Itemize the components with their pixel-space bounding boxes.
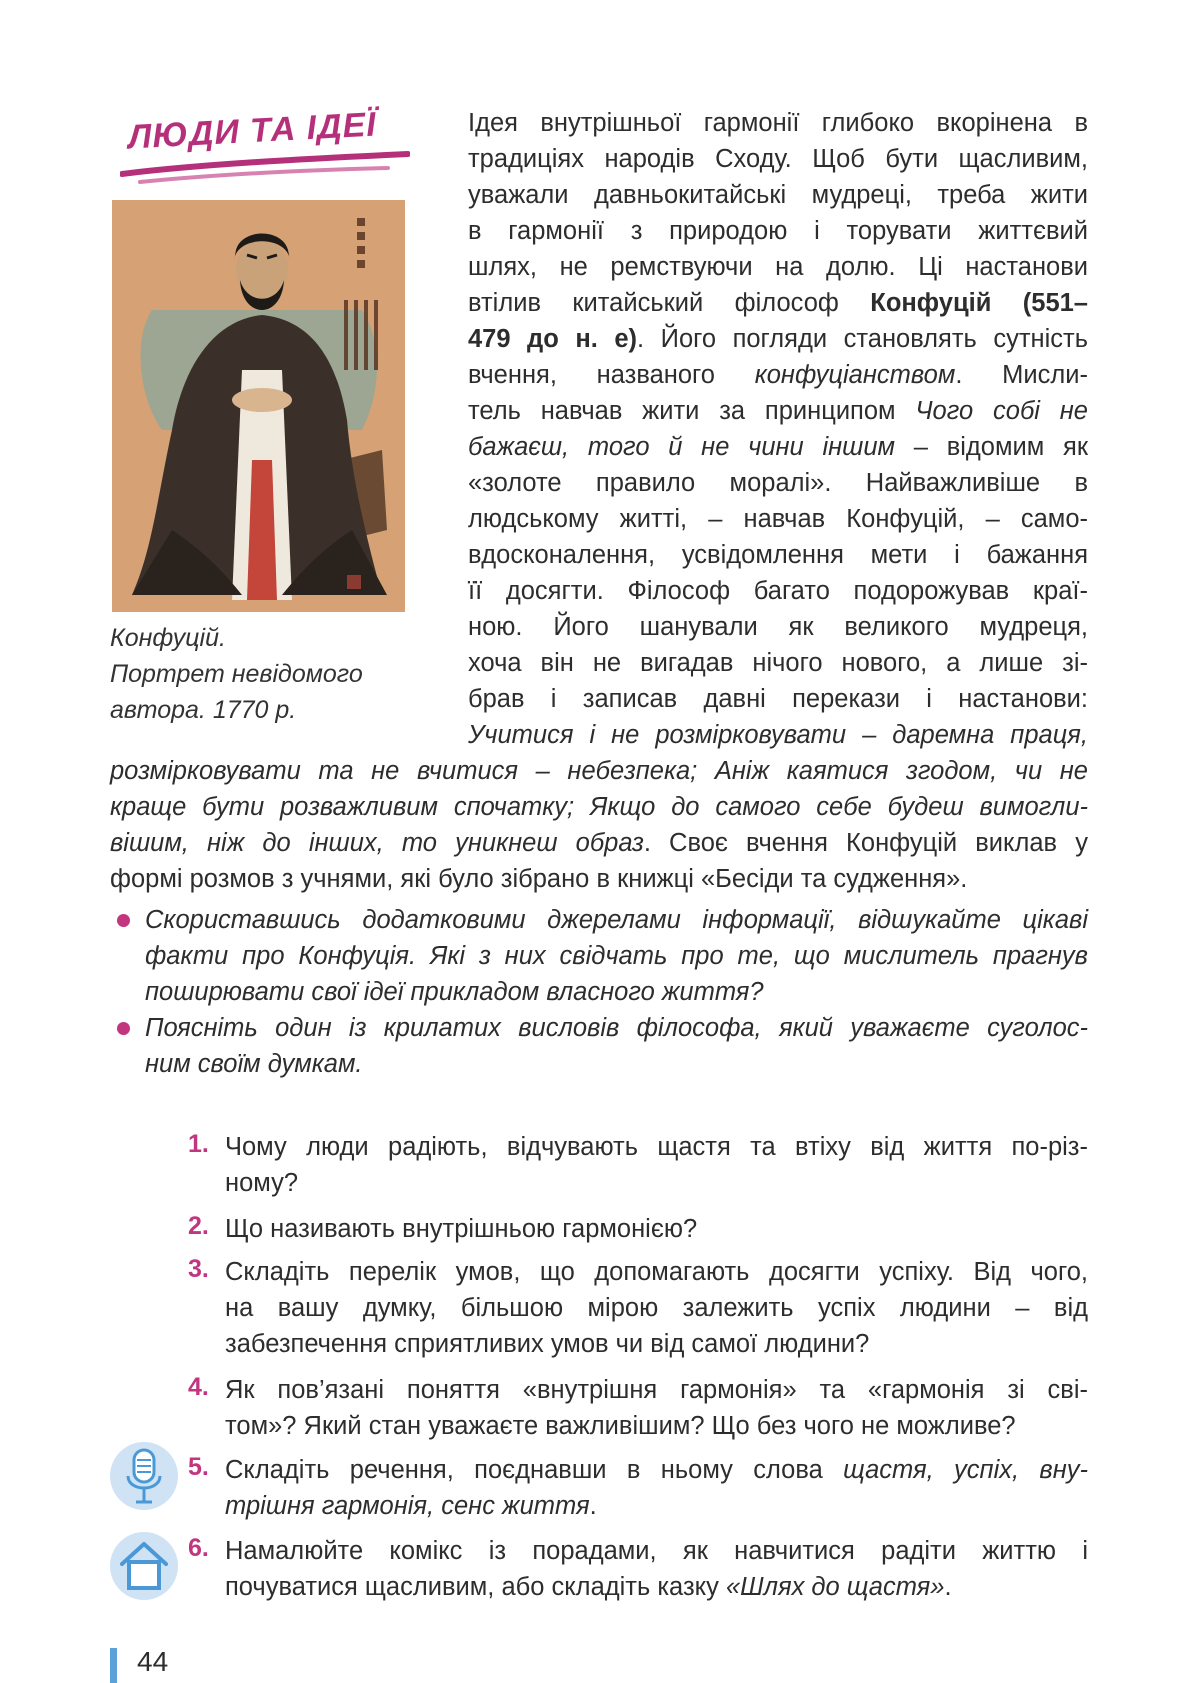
question-line: на вашу думку, більшою мірою залежить успіх людини – від <box>225 1294 1088 1322</box>
task-line: факти про Конфуція. Які з них свідчать про те, що мислитель прагнув <box>145 942 1088 970</box>
paragraph-line <box>468 321 1088 357</box>
paragraph-line <box>468 357 1088 393</box>
paragraph-line: «золоте правило моралі». Найважливіше в <box>468 469 1088 497</box>
text-run: почуватися щасливим, або складіть казку <box>225 1573 726 1601</box>
paragraph-line: в гармонії з природою і торувати життєвий <box>468 217 1088 245</box>
task-line: поширювати свої ідеї прикладом власного життя? <box>145 978 764 1006</box>
question-line <box>225 1569 952 1605</box>
quote: бажаєш, того й не чини іншим <box>468 433 896 461</box>
question-number: 4. <box>188 1373 209 1401</box>
paragraph-line <box>468 429 1088 465</box>
question-number: 2. <box>188 1212 209 1240</box>
section-heading: ЛЮДИ ТА ІДЕЇ <box>127 105 378 157</box>
bullet-icon <box>117 1022 130 1035</box>
question-number: 6. <box>188 1534 209 1562</box>
paragraph-line: людському житті, – навчав Конфуцій, – само- <box>468 505 1088 533</box>
keywords: трішня гармонія, сенс життя <box>225 1492 590 1520</box>
paragraph-line: вдосконалення, усвідомлення мети і бажання <box>468 541 1088 569</box>
paragraph-line: краще бути розважливим спочатку; Якщо до самого себе будеш вимогли- <box>110 793 1088 821</box>
paragraph-line: Ідея внутрішньої гармонії глибоко вкорінена в <box>468 109 1088 137</box>
text-run: вчення, названого <box>468 361 755 389</box>
philosopher-name: Конфуцій (551– <box>870 289 1088 317</box>
term: конфуціанством <box>754 361 956 389</box>
bullet-icon <box>117 914 130 927</box>
paragraph-line: формі розмов з учнями, які було зібрано в книжці «Бесіди та судження». <box>110 865 968 893</box>
microphone-icon <box>108 1440 180 1512</box>
paragraph-line: її досягти. Філософ багато подорожував краї- <box>468 577 1088 605</box>
text-run: Складіть речення, поєднавши в ньому слова <box>225 1456 844 1484</box>
question-line: Що називають внутрішньою гармонією? <box>225 1215 698 1243</box>
paragraph-line <box>468 393 1088 429</box>
paragraph-line: традиціях народів Сходу. Щоб бути щасливим, <box>468 145 1088 173</box>
question-line: Як пов’язані поняття «внутрішня гармонія» та «гармонія зі сві- <box>225 1376 1088 1404</box>
paragraph-line <box>110 825 1088 861</box>
text-run: тель навчав жити за принципом <box>468 397 916 425</box>
question-number: 3. <box>188 1255 209 1283</box>
question-line: Намалюйте комікс із порадами, як навчитися радіти життю і <box>225 1537 1088 1565</box>
text-run: . Мисли- <box>955 361 1088 389</box>
page-number: 44 <box>137 1646 169 1677</box>
page-number-bar <box>110 1648 117 1683</box>
text-run: . <box>589 1492 597 1520</box>
question-line <box>225 1452 1088 1488</box>
paragraph-line: шлях, не ремствуючи на долю. Ці настанови <box>468 253 1088 281</box>
task-line: ним своїм думкам. <box>145 1050 363 1078</box>
paragraph-line: Учитися і не розмірковувати – даремна праця, <box>468 721 1088 749</box>
keywords: щастя, успіх, вну- <box>843 1456 1089 1484</box>
paragraph-line: уважали давньокитайські мудреці, треба жити <box>468 181 1088 209</box>
title: «Шлях до щастя» <box>725 1573 945 1601</box>
philosopher-dates: 479 до н. е) <box>468 325 638 353</box>
quote: Чого собі не <box>915 397 1088 425</box>
question-number: 1. <box>188 1130 209 1158</box>
portrait-caption-line: автора. 1770 р. <box>110 696 297 724</box>
text-run: . <box>944 1573 952 1601</box>
quote: вішим, ніж до інших, то уникнеш образ <box>110 829 644 857</box>
portrait-caption-line: Портрет невідомого <box>110 660 363 688</box>
question-line <box>225 1488 597 1524</box>
paragraph-line: розмірковувати та не вчитися – небезпека; Аніж каятися згодом, чи не <box>110 757 1088 785</box>
paragraph-line: брав і записав давні перекази і настанови: <box>468 685 1088 713</box>
question-line: Чому люди радіють, відчувають щастя та втіху від життя по-різ- <box>225 1133 1088 1161</box>
portrait-caption-title: Конфуцій. <box>110 624 226 652</box>
question-line: ному? <box>225 1169 299 1197</box>
text-run: . Своє вчення Конфуцій виклав у <box>643 829 1088 857</box>
text-run: втілив китайський філософ <box>468 289 871 317</box>
task-line: Поясніть один із крилатих висловів філософа, який уважаєте суголос- <box>145 1014 1088 1042</box>
task-line: Скориставшись додатковими джерелами інформації, відшукайте цікаві <box>145 906 1088 934</box>
paragraph-line: ною. Його шанували як великого мудреця, <box>468 613 1088 641</box>
text-run: . Його погляди становлять сутність <box>637 325 1088 353</box>
house-icon <box>108 1530 180 1602</box>
confucius-portrait <box>112 200 405 612</box>
text-run: – відомим як <box>895 433 1088 461</box>
paragraph-line: хоча він не вигадав нічого нового, а лише зі- <box>468 649 1088 677</box>
question-line: том»? Який стан уважаєте важливішим? Що без чого не можливе? <box>225 1412 1016 1440</box>
paragraph-line <box>468 285 1088 321</box>
question-line: забезпечення сприятливих умов чи від самої людини? <box>225 1330 870 1358</box>
question-number: 5. <box>188 1453 209 1481</box>
question-line: Складіть перелік умов, що допомагають досягти успіху. Від чого, <box>225 1258 1088 1286</box>
